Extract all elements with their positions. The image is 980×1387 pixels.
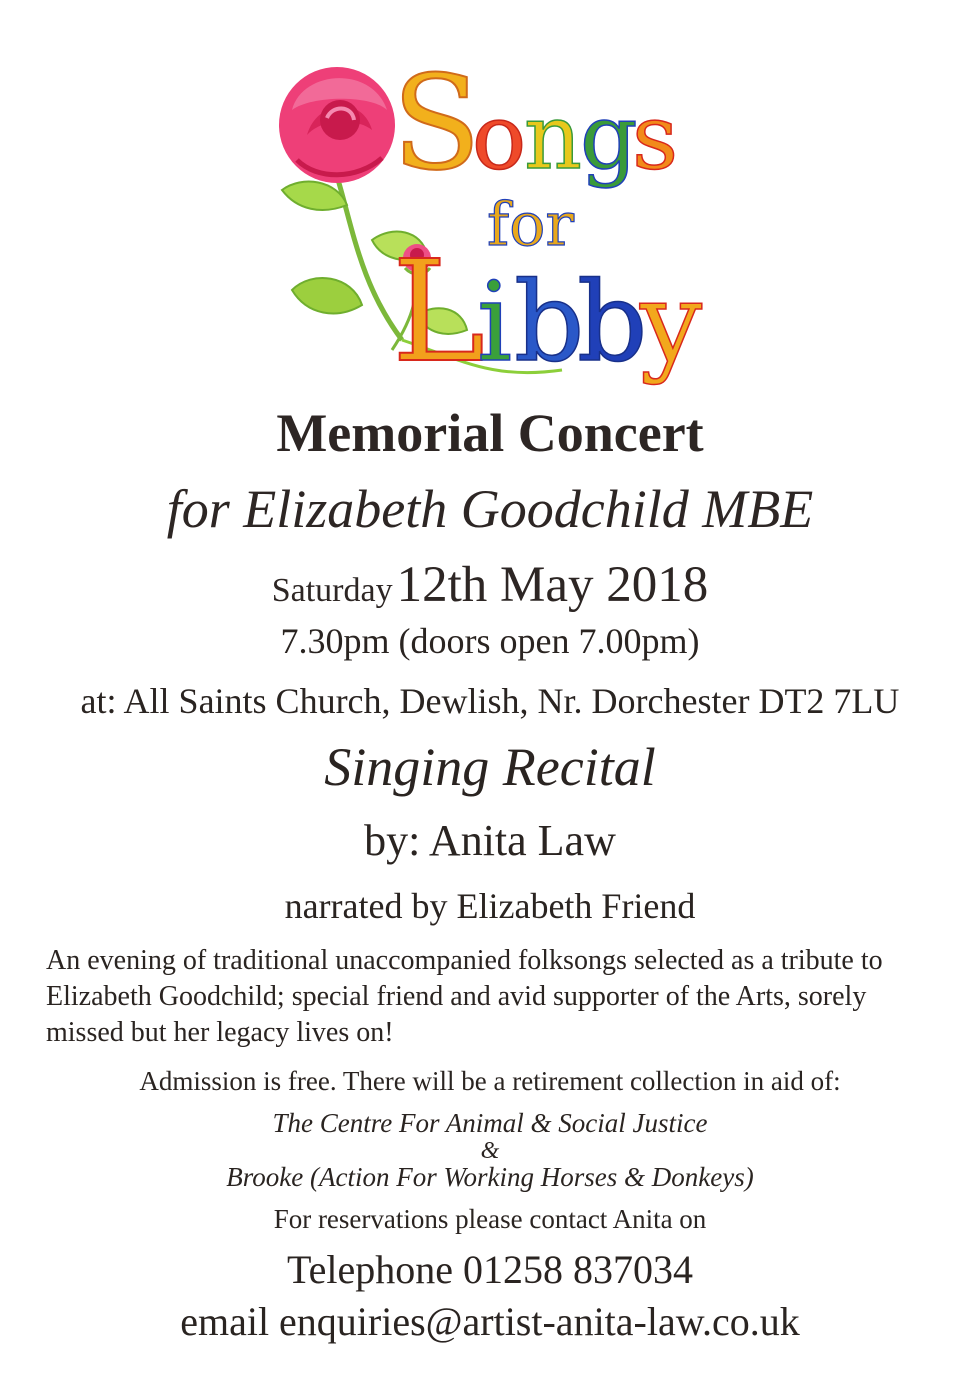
charity-second: Brooke (Action For Working Horses & Donkeys) — [226, 1162, 754, 1192]
songs-for-libby-logo — [262, 40, 722, 400]
rose-icon — [279, 67, 395, 183]
event-type: Singing Recital — [324, 737, 656, 797]
contact-email: email enquiries@artist-anita-law.co.uk — [180, 1299, 800, 1344]
event-date — [0, 556, 980, 614]
logo-letter-l: L — [392, 231, 485, 394]
logo-letter-o: o — [472, 85, 527, 190]
event-description: An evening of traditional unaccompanied folksongs selected as a tribute to Elizabeth Goodchild; special friend and avid supporter of the Arts, sorely missed but her legacy lives on! — [46, 945, 883, 1048]
reservations-note: For reservations please contact Anita on — [273, 1204, 707, 1234]
logo-letter-n: n — [524, 85, 582, 190]
event-time: 7.30pm (doors open 7.00pm) — [280, 621, 700, 661]
narrator: narrated by Elizabeth Friend — [284, 886, 696, 926]
logo-letter-b2: b — [577, 258, 648, 386]
logo-letter-g: g — [580, 85, 638, 190]
concert-dedication: for Elizabeth Goodchild MBE — [166, 479, 814, 539]
contact-phone: Telephone 01258 837034 — [286, 1247, 693, 1292]
logo-letter-s2: s — [632, 85, 679, 190]
logo-artwork — [262, 40, 722, 400]
logo-word-for: for — [487, 190, 575, 260]
leaf-icon — [292, 278, 362, 313]
logo-letter-s: S — [392, 47, 482, 199]
admission-note: Admission is free. There will be a retirement collection in aid of: — [139, 1066, 841, 1096]
logo-letter-y: y — [640, 258, 703, 386]
logo-letter-i: i — [477, 258, 513, 386]
concert-title: Memorial Concert — [276, 403, 704, 463]
charity-separator: & — [480, 1138, 500, 1164]
event-date-full: 12th May 2018 — [396, 557, 709, 613]
logo-letter-b: b — [514, 258, 585, 386]
event-venue: at: All Saints Church, Dewlish, Nr. Dorchester DT2 7LU — [80, 681, 900, 721]
performer: by: Anita Law — [364, 816, 616, 865]
event-day: Saturday — [271, 572, 393, 609]
charity-first: The Centre For Animal & Social Justice — [272, 1108, 708, 1138]
